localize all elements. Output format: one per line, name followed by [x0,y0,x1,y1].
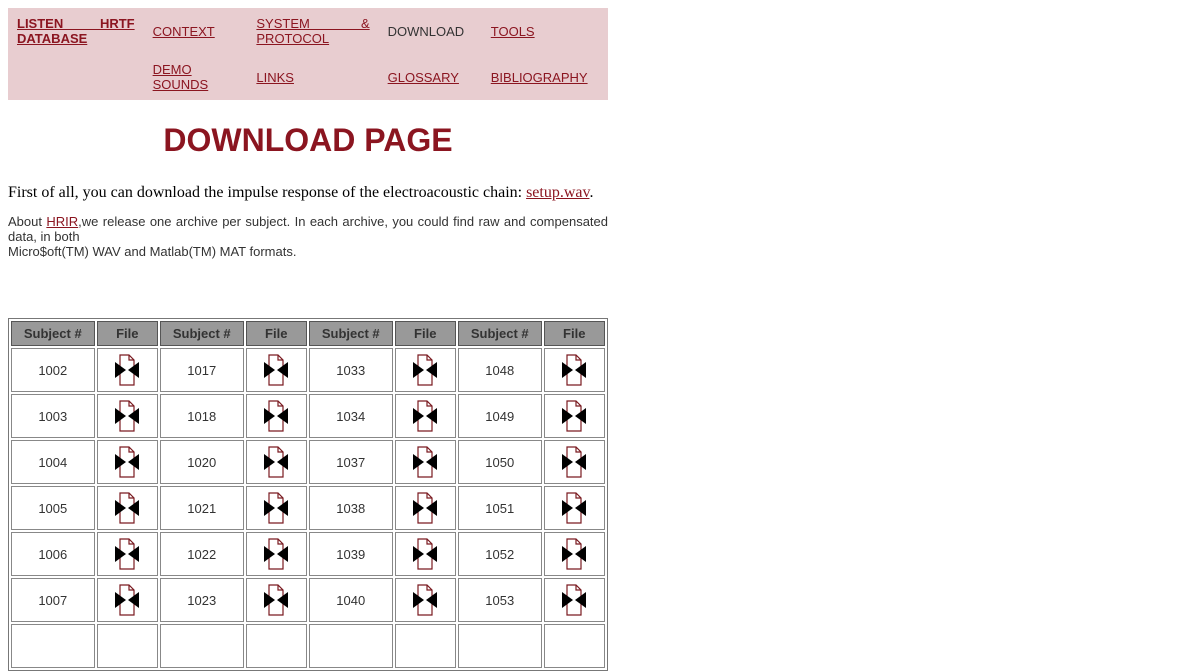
broken-image-icon [114,538,140,570]
download-file-link[interactable] [412,591,438,606]
subject-column-header: Subject # [309,321,393,346]
intro-text-end: . [589,184,594,201]
nav-cell [247,54,378,100]
subject-number [458,624,542,668]
broken-image-icon [412,538,438,570]
page-content [8,8,608,608]
nav-cell [379,8,482,54]
subject-number [11,624,95,668]
download-file-link[interactable] [412,453,438,468]
file-cell [246,394,307,438]
broken-image-icon [412,584,438,616]
subject-number: 1053 [458,578,542,622]
nav-cell [379,54,482,100]
nav-cell [482,54,608,100]
download-file-link[interactable] [263,591,289,606]
nav-cell [144,8,248,54]
broken-image-icon [114,354,140,386]
download-file-link[interactable] [561,407,587,422]
broken-image-icon [263,400,289,432]
subject-number [309,624,393,668]
download-file-link[interactable] [263,361,289,376]
subject-column-header: Subject # [458,321,542,346]
download-file-link[interactable] [114,407,140,422]
about-line2: Micro$oft(TM) WAV and Matlab(TM) MAT formats. [8,244,297,259]
broken-image-icon [114,584,140,616]
download-table [8,318,608,671]
file-cell [97,440,158,484]
file-cell [246,532,307,576]
about-line1: ,we release one archive per subject. In each archive, you could find raw and compensated data, in both [8,214,608,244]
nav-row [8,54,608,100]
subject-number: 1040 [309,578,393,622]
file-cell [395,532,456,576]
intro-text: First of all, you can download the impulse response of the electroacoustic chain: [8,184,527,201]
navigation-bar [8,8,608,100]
nav-cell [8,8,144,54]
subject-number: 1038 [309,486,393,530]
about-prefix: About [8,214,47,229]
subject-number: 1017 [160,348,244,392]
subject-number: 1020 [160,440,244,484]
subject-number [160,624,244,668]
download-file-link[interactable] [114,545,140,560]
broken-image-icon [263,492,289,524]
table-header-row [11,321,605,346]
subject-number: 1004 [11,440,95,484]
download-file-link[interactable] [263,453,289,468]
download-file-link[interactable] [412,499,438,514]
file-column-header: File [246,321,307,346]
subject-column-header: Subject # [11,321,95,346]
hrir-link[interactable]: HRIR [46,214,79,229]
subject-number: 1002 [11,348,95,392]
broken-image-icon [263,446,289,478]
broken-image-icon [561,354,587,386]
download-file-link[interactable] [114,361,140,376]
subject-number: 1049 [458,394,542,438]
file-cell [246,440,307,484]
nav-cell [8,54,144,100]
table-row [11,348,605,392]
file-cell [246,486,307,530]
file-cell [97,532,158,576]
table-row [11,578,605,622]
file-cell [246,624,307,668]
broken-image-icon [114,492,140,524]
subject-number: 1048 [458,348,542,392]
broken-image-icon [561,584,587,616]
file-cell [395,578,456,622]
intro-paragraph [8,184,608,202]
broken-image-icon [412,354,438,386]
broken-image-icon [412,400,438,432]
broken-image-icon [263,354,289,386]
file-cell [97,486,158,530]
broken-image-icon [561,400,587,432]
broken-image-icon [412,446,438,478]
broken-image-icon [561,538,587,570]
nav-cell [247,8,378,54]
download-file-link[interactable] [561,499,587,514]
subject-column-header: Subject # [160,321,244,346]
file-cell [395,394,456,438]
subject-number: 1023 [160,578,244,622]
subject-number: 1007 [11,578,95,622]
file-cell [395,440,456,484]
file-cell [395,348,456,392]
file-cell [395,624,456,668]
subject-number: 1005 [11,486,95,530]
download-file-link[interactable] [412,545,438,560]
download-file-link[interactable] [114,453,140,468]
download-file-link[interactable] [412,407,438,422]
table-row [11,440,605,484]
subject-number: 1039 [309,532,393,576]
subject-number: 1022 [160,532,244,576]
file-column-header: File [97,321,158,346]
nav-bibliography[interactable]: BIBLIOGRAPHY [490,69,588,85]
table-row [11,624,605,668]
subject-number: 1050 [458,440,542,484]
subject-number: 1052 [458,532,542,576]
download-file-link[interactable] [561,361,587,376]
nav-demo-sounds[interactable]: DEMO SOUNDS [152,62,209,92]
file-cell [246,348,307,392]
file-cell [544,394,605,438]
subject-number: 1037 [309,440,393,484]
file-cell [246,578,307,622]
subject-number: 1003 [11,394,95,438]
file-cell [395,486,456,530]
broken-image-icon [114,446,140,478]
nav-cell [144,54,248,100]
nav-download-current: DOWNLOAD [387,23,465,39]
broken-image-icon [412,492,438,524]
file-cell [97,394,158,438]
table-body [11,348,605,668]
file-cell [97,348,158,392]
nav-listen-hrtf-database[interactable]: LISTEN HRTF DATABASE [17,16,135,46]
download-file-link[interactable] [263,407,289,422]
download-file-link[interactable] [561,545,587,560]
download-file-link[interactable] [561,453,587,468]
file-cell [544,532,605,576]
subject-number: 1021 [160,486,244,530]
file-column-header: File [544,321,605,346]
download-file-link[interactable] [561,591,587,606]
subject-number: 1034 [309,394,393,438]
file-cell [97,578,158,622]
file-cell [544,348,605,392]
download-file-link[interactable] [114,499,140,514]
file-cell [97,624,158,668]
nav-links[interactable]: LINKS [256,69,294,85]
subject-number: 1033 [309,348,393,392]
broken-image-icon [561,492,587,524]
file-cell [544,624,605,668]
nav-system-protocol[interactable]: SYSTEM & PROTOCOL [256,16,370,46]
broken-image-icon [114,400,140,432]
download-file-link[interactable] [412,361,438,376]
page-title: DOWNLOAD PAGE [163,122,453,158]
download-file-link[interactable] [263,499,289,514]
nav-row [8,8,608,54]
broken-image-icon [561,446,587,478]
subject-number: 1006 [11,532,95,576]
subject-number: 1051 [458,486,542,530]
file-cell [544,486,605,530]
file-column-header: File [395,321,456,346]
file-cell [544,440,605,484]
nav-tools[interactable]: TOOLS [490,23,535,39]
about-paragraph [8,214,608,259]
download-file-link[interactable] [114,591,140,606]
download-file-link[interactable] [263,545,289,560]
nav-context[interactable]: CONTEXT [152,23,215,39]
nav-glossary[interactable]: GLOSSARY [387,69,459,85]
file-cell [544,578,605,622]
table-row [11,394,605,438]
nav-cell [482,8,608,54]
subject-number: 1018 [160,394,244,438]
broken-image-icon [263,538,289,570]
table-row [11,486,605,530]
broken-image-icon [263,584,289,616]
table-row [11,532,605,576]
setup-wav-link[interactable]: setup.wav [526,184,590,201]
